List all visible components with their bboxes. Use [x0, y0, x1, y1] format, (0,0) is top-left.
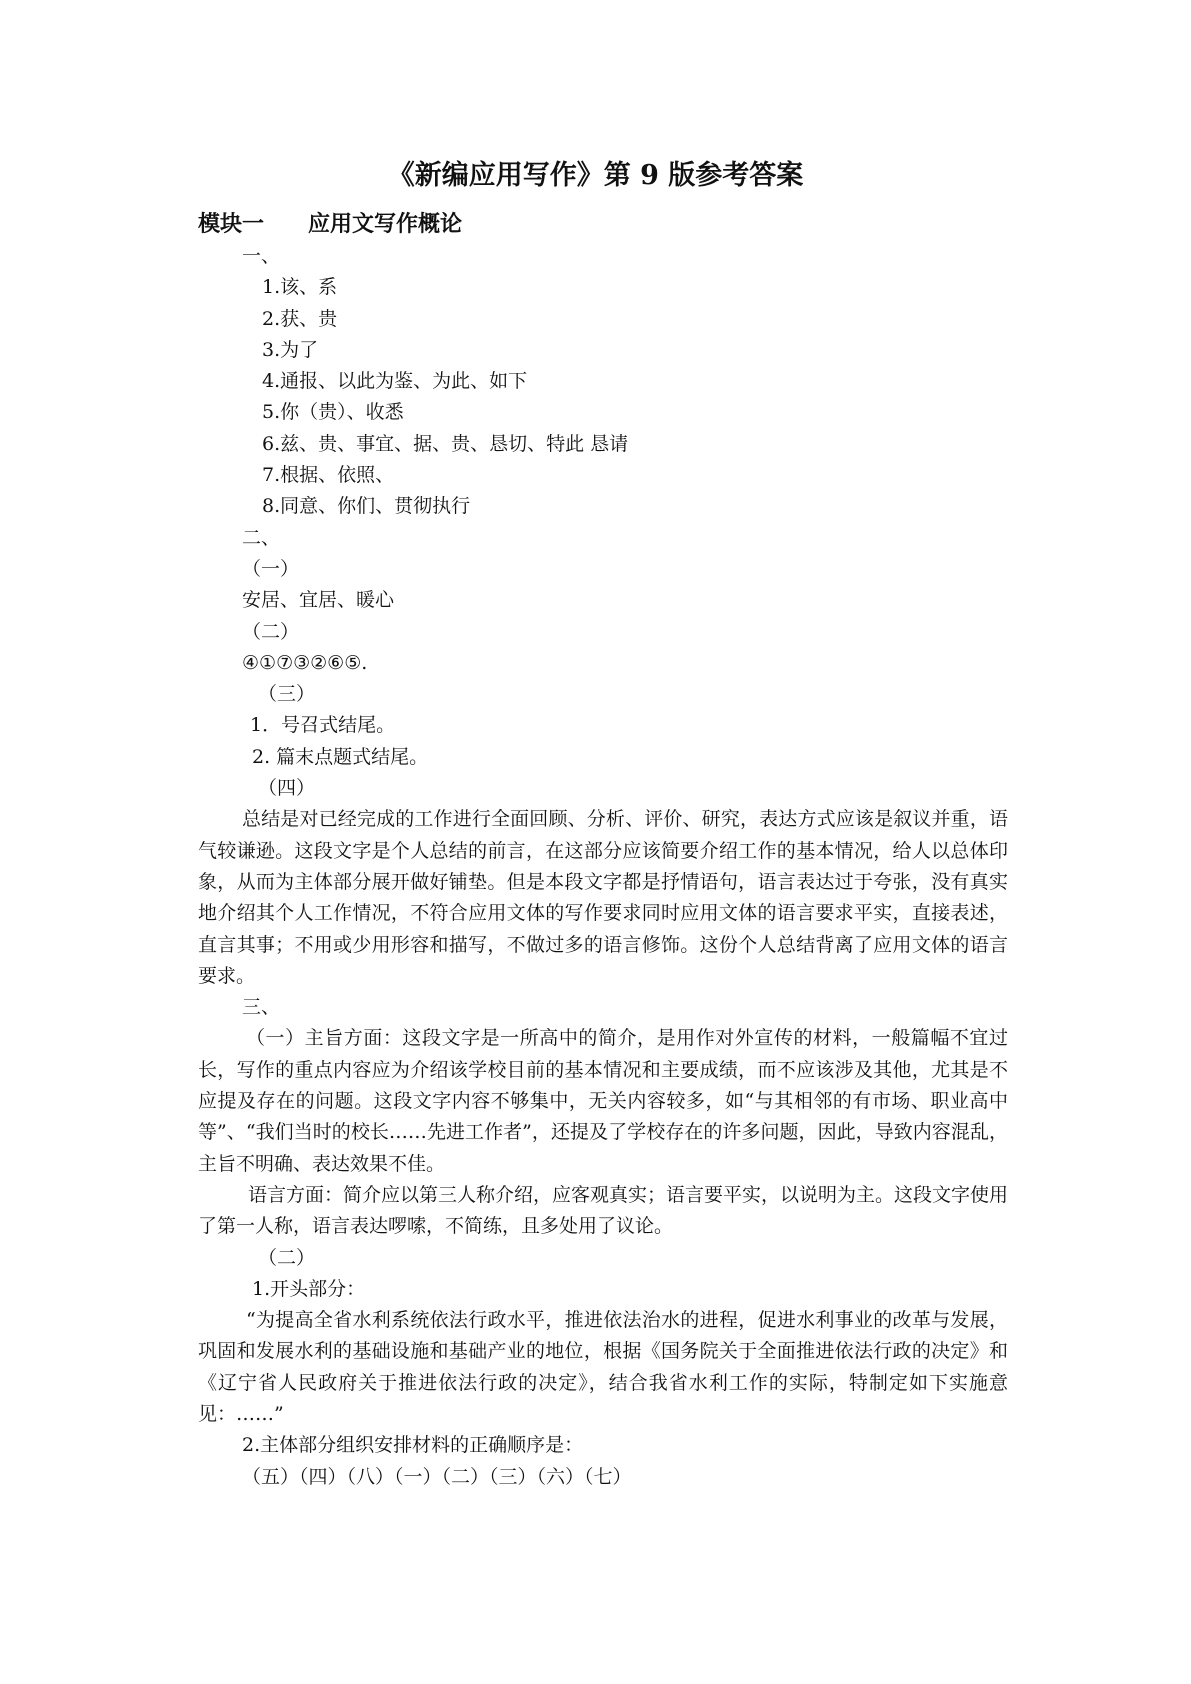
answer-item: 8.同意、你们、贯彻执行	[262, 495, 471, 518]
answer-item: 2.获、贵	[262, 307, 338, 330]
subsection-label: （三）	[258, 683, 316, 706]
subsection-label: （一）	[242, 557, 300, 580]
answer-item: 1.该、系	[262, 276, 338, 299]
answer-line: （五）（四）（八）（一）（二）（三）（六）（七）	[242, 1465, 632, 1488]
answer-item: 1．号召式结尾。	[250, 714, 396, 737]
answer-item: 4.通报、以此为鉴、为此、如下	[262, 370, 528, 393]
section-1-heading: 一、	[242, 245, 281, 267]
section-2-heading: 二、	[242, 526, 281, 549]
answer-item: 7.根据、依照、	[262, 464, 395, 487]
answer-item: 5.你（贵）、收悉	[262, 401, 404, 424]
subsection-label: （二）	[258, 1246, 316, 1269]
subsection-label: （二）	[242, 620, 300, 643]
answer-line: 安居、宜居、暖心	[242, 589, 395, 612]
answer-paragraph: （一）主旨方面：这段文字是一所高中的简介，是用作对外宣传的材料，一般篇幅不宜过长，写作的重点内容应为介绍该学校目前的基本情况和主要成绩，而不应该涉及其他，尤其是不应提及存在的问题。这段文字内容不够集中，无关内容较多，如“与其相邻的有市场、职业高中等”、“我们当时的校长……先进工作者”，还提及了学校存在的许多问题，因此，导致内容混乱，主旨不明确、表达效果不佳。	[198, 1027, 1008, 1175]
answer-item: 2. 篇末点题式结尾。	[252, 745, 429, 768]
answer-item-label: 1.开头部分：	[252, 1277, 366, 1300]
document-body	[198, 241, 1008, 1493]
answer-paragraph: 语言方面：简介应以第三人称介绍，应客观真实；语言要平实，以说明为主。这段文字使用了第一人称，语言表达啰嗦，不简练，且多处用了议论。	[198, 1183, 1009, 1238]
answer-item: 6.兹、贵、事宜、据、贵、恳切、特此 恳请	[262, 432, 629, 455]
answer-paragraph: 总结是对已经完成的工作进行全面回顾、分析、评价、研究，表达方式应该是叙议并重，语气较谦逊。这段文字是个人总结的前言，在这部分应该简要介绍工作的基本情况，给人以总体印象，从而为主体部分展开做好铺垫。但是本段文字都是抒情语句，语言表达过于夸张，没有真实地介绍其个人工作情况，不符合应用文体的写作要求同时应用文体的语言要求平实，直接表述，直言其事；不用或少用形容和描写，不做过多的语言修饰。这份个人总结背离了应用文体的语言要求。	[198, 808, 1008, 987]
answer-line: ④①⑦③②⑥⑤.	[242, 651, 368, 674]
answer-item-label: 2.主体部分组织安排材料的正确顺序是：	[242, 1434, 584, 1457]
section-3-heading: 三、	[242, 996, 281, 1019]
answer-item: 3.为了	[262, 338, 319, 361]
answer-quote: “为提高全省水利系统依法行政水平，推进依法治水的进程，促进水利事业的改革与发展，巩固和发展水利的基础设施和基础产业的地位，根据《国务院关于全面推进依法行政的决定》和《辽宁省人民政府关于推进依法行政的决定》，结合我省水利工作的实际，特制定如下实施意见：……”	[198, 1309, 1008, 1425]
module-heading: 模块一 应用文写作概论	[198, 211, 463, 237]
subsection-label: （四）	[258, 777, 316, 800]
document-title: 《新编应用写作》第 9 版参考答案	[387, 160, 804, 191]
